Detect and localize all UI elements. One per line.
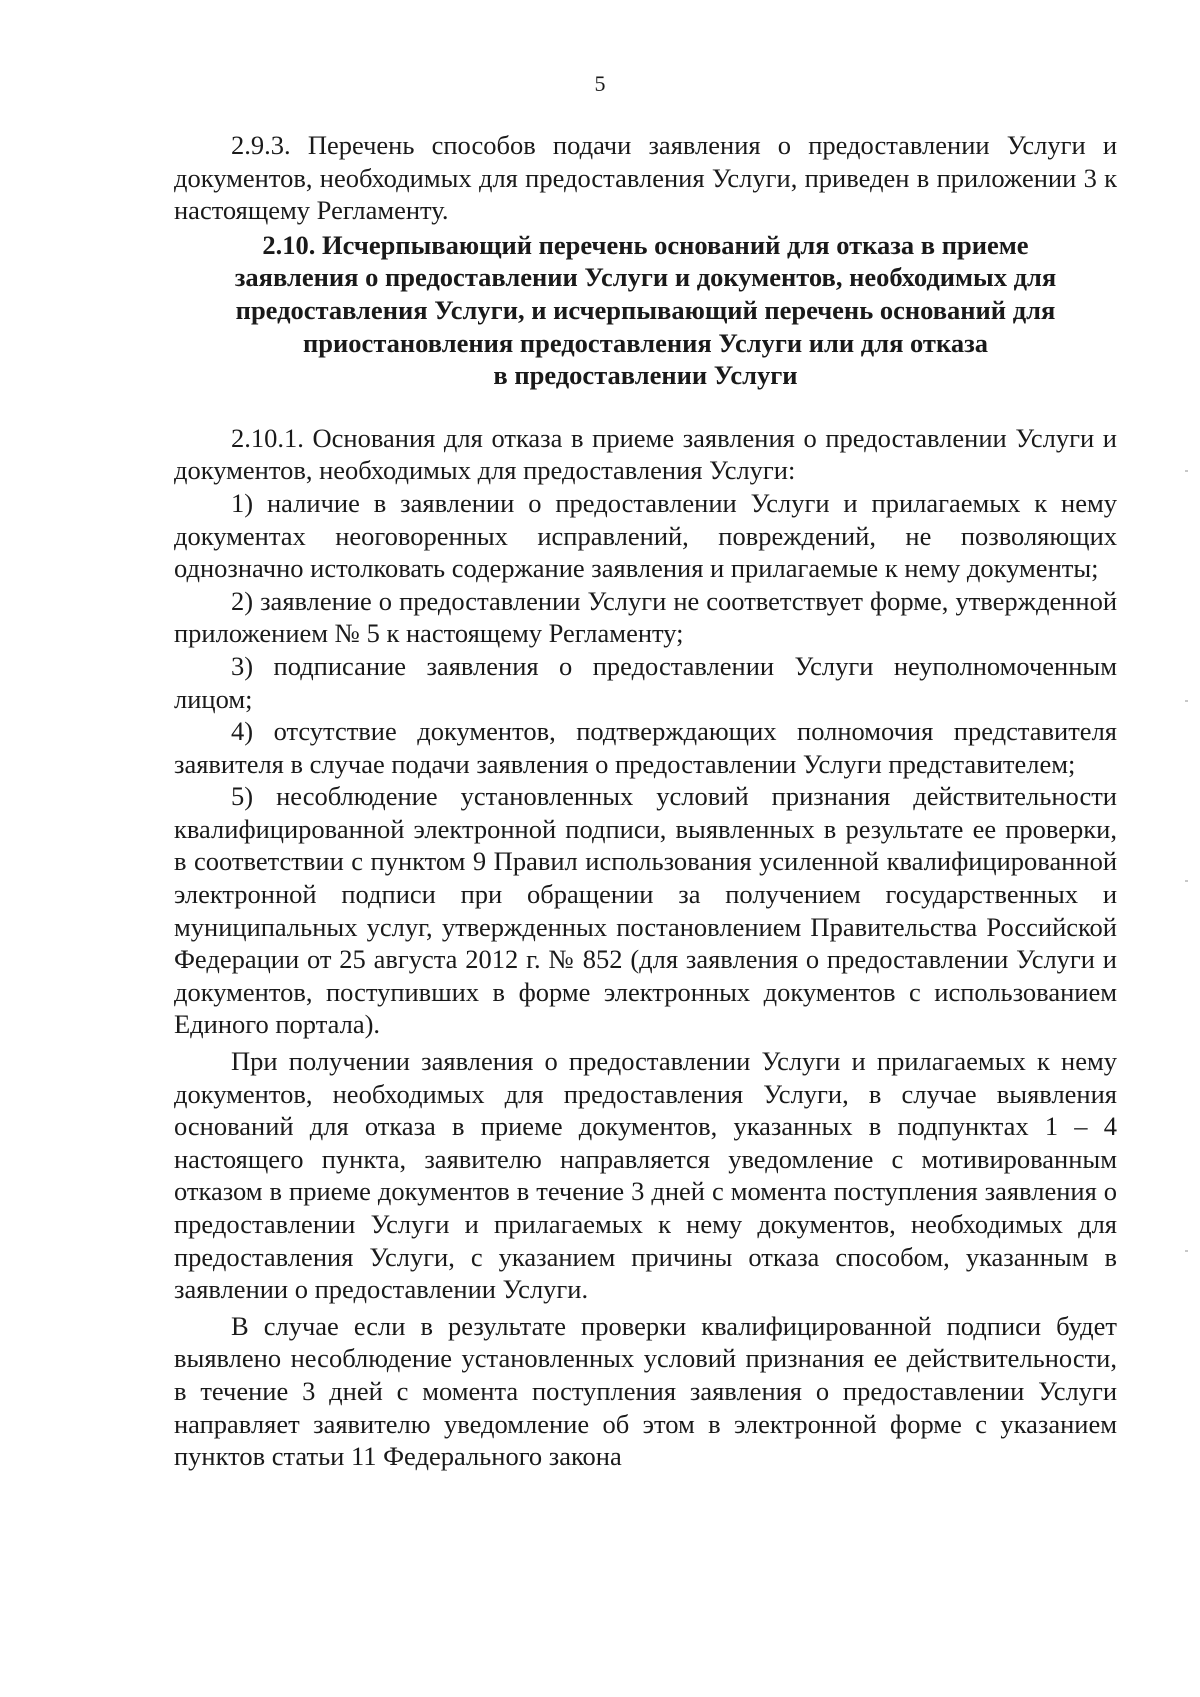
section-heading-2-10 (174, 229, 1117, 392)
scan-artifact (1185, 470, 1188, 472)
paragraph-refusal-notice: При получении заявления о предоставлении Услуги и прилагаемых к нему документов, необходимых для предоставления Услуги, в случае выявления оснований для отказа в приеме документов, указанных в подпунктах 1 – 4 настоящего пункта, заявителю направляется уведомление с мотивированным отказом в приеме документов в течение 3 дней с момента поступления заявления о предоставлении Услуги и прилагаемых к нему документов, необходимых для предоставления Услуги, с указанием причины отказа способом, указанным в заявлении о предоставлении Услуги. (174, 1046, 1117, 1305)
heading-line: 2.10. Исчерпывающий перечень оснований для отказа в приеме (262, 229, 1029, 260)
scan-artifact (1185, 880, 1188, 882)
heading-line: предоставления Услуги, и исчерпывающий перечень оснований для (235, 294, 1056, 325)
heading-line: заявления о предоставлении Услуги и документов, необходимых для (234, 262, 1057, 293)
scan-artifact (1185, 1250, 1188, 1252)
paragraph-signature-check: В случае если в результате проверки квалифицированной подписи будет выявлено несоблюдение установленных условий признания ее действительности, в течение 3 дней с момента поступления заявления о предоставлении Услуги направляет заявителю уведомление об этом в электронной форме с указанием пунктов статьи 11 Федерального закона (174, 1310, 1117, 1472)
ground-item-2: 2) заявление о предоставлении Услуги не соответствует форме, утвержденной приложением № 5 к настоящему Регламенту; (174, 585, 1117, 649)
ground-item-3: 3) подписание заявления о предоставлении Услуги неуполномоченным лицом; (174, 650, 1117, 714)
page-number: 5 (594, 71, 606, 96)
page-content (174, 129, 1117, 1473)
ground-item-5: 5) несоблюдение установленных условий признания действительности квалифицированной электронной подписи, выявленных в результате ее проверки, в соответствии с пунктом 9 Правил использования усиленной квалифицированной электронной подписи при обращении за получением государственных и муниципальных услуг, утвержденных постановлением Правительства Российской Федерации от 25 августа 2012 г. № 852 (для заявления о предоставлении Услуги и документов, поступивших в форме электронных документов с использованием Единого портала). (174, 781, 1117, 1040)
ground-item-1: 1) наличие в заявлении о предоставлении Услуги и прилагаемых к нему документах неоговоренных исправлений, повреждений, не позволяющих однозначно истолковать содержание заявления и прилагаемые к нему документы; (174, 487, 1117, 584)
section-2-9-3: 2.9.3. Перечень способов подачи заявления о предоставлении Услуги и документов, необходимых для предоставления Услуги, приведен в приложении 3 к настоящему Регламенту. (174, 130, 1117, 226)
section-2-10-1: 2.10.1. Основания для отказа в приеме заявления о предоставлении Услуги и документов, необходимых для предоставления Услуги: (174, 422, 1117, 486)
heading-line: приостановления предоставления Услуги или для отказа (303, 327, 988, 358)
scan-artifact (1185, 700, 1188, 702)
ground-item-4: 4) отсутствие документов, подтверждающих полномочия представителя заявителя в случае подачи заявления о предоставлении Услуги представителем; (174, 716, 1117, 779)
heading-line: в предоставлении Услуги (493, 360, 798, 391)
